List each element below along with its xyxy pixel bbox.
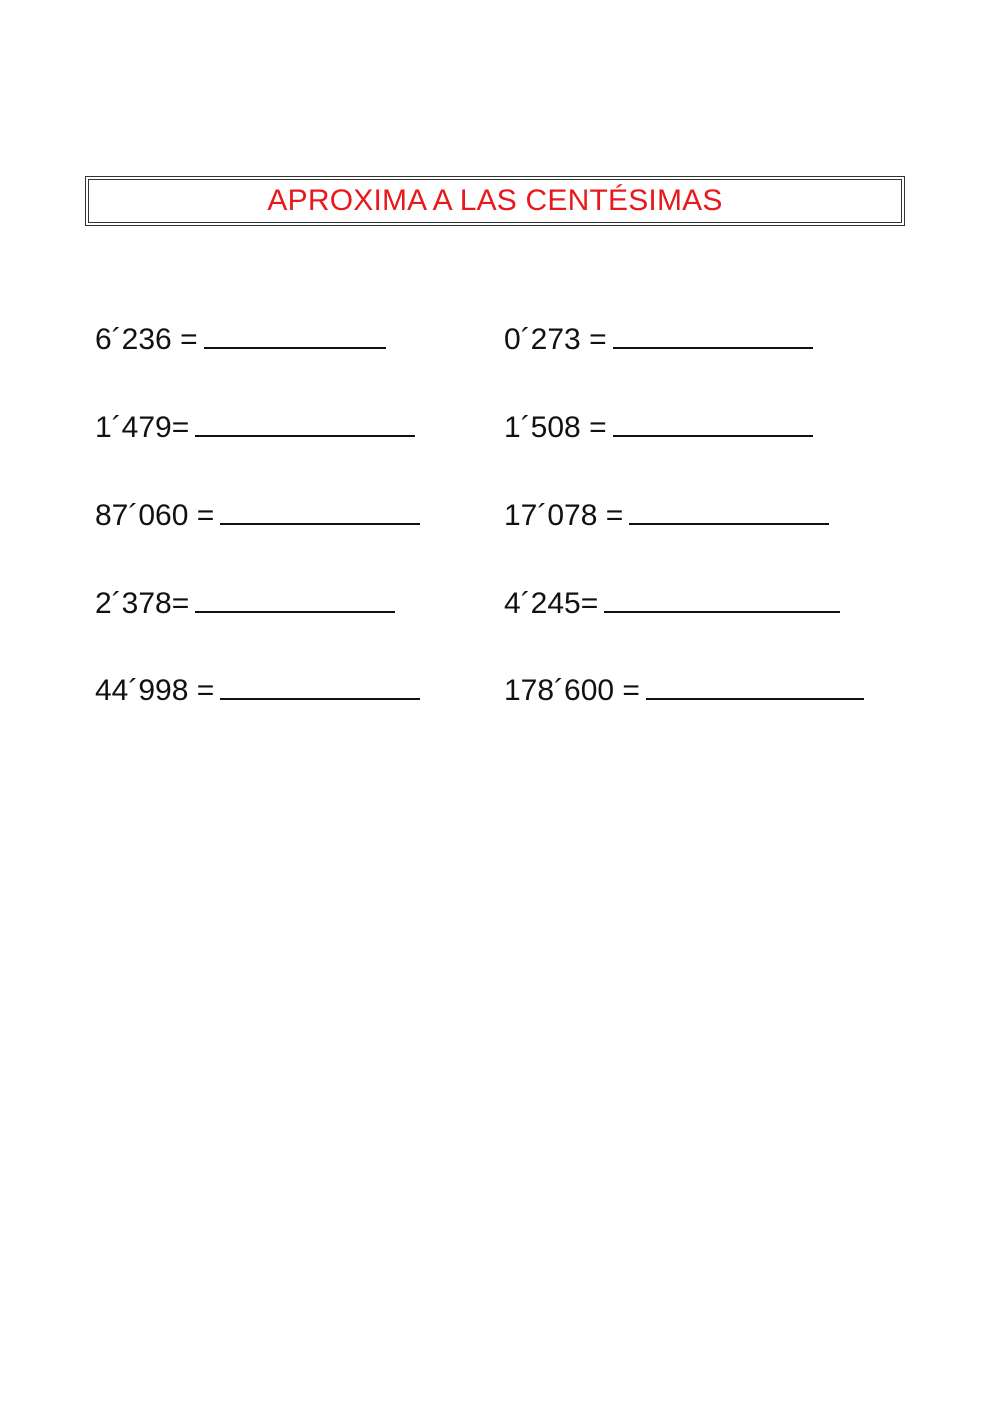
exercise-row <box>95 320 386 360</box>
answer-blank[interactable] <box>204 325 386 349</box>
exercise-expression: 0´273 = <box>504 323 607 356</box>
exercise-expression: 4´245= <box>504 587 599 620</box>
exercise-expression: 87´060 = <box>95 499 215 532</box>
exercise-row <box>504 671 864 711</box>
answer-blank[interactable] <box>613 325 813 349</box>
exercise-expression: 6´236 = <box>95 323 198 356</box>
answer-blank[interactable] <box>604 589 840 613</box>
answer-blank[interactable] <box>646 676 864 700</box>
answer-blank[interactable] <box>629 501 829 525</box>
answer-blank[interactable] <box>220 676 420 700</box>
exercise-expression: 1´508 = <box>504 411 607 444</box>
answer-blank[interactable] <box>613 413 813 437</box>
exercise-row <box>504 320 813 360</box>
answer-blank[interactable] <box>195 413 415 437</box>
exercise-expression: 1´479= <box>95 411 190 444</box>
exercise-expression: 44´998 = <box>95 674 215 707</box>
answer-blank[interactable] <box>195 589 395 613</box>
exercise-row <box>95 584 395 624</box>
title-box <box>85 176 905 226</box>
exercise-row <box>95 496 420 536</box>
exercise-expression: 178´600 = <box>504 674 640 707</box>
exercise-row <box>95 671 420 711</box>
exercise-row <box>95 408 415 448</box>
exercise-row <box>504 584 840 624</box>
exercise-row <box>504 408 813 448</box>
exercise-expression: 17´078 = <box>504 499 624 532</box>
worksheet-title: APROXIMA A LAS CENTÉSIMAS <box>267 184 723 217</box>
exercise-row <box>504 496 829 536</box>
answer-blank[interactable] <box>220 501 420 525</box>
exercise-expression: 2´378= <box>95 587 190 620</box>
